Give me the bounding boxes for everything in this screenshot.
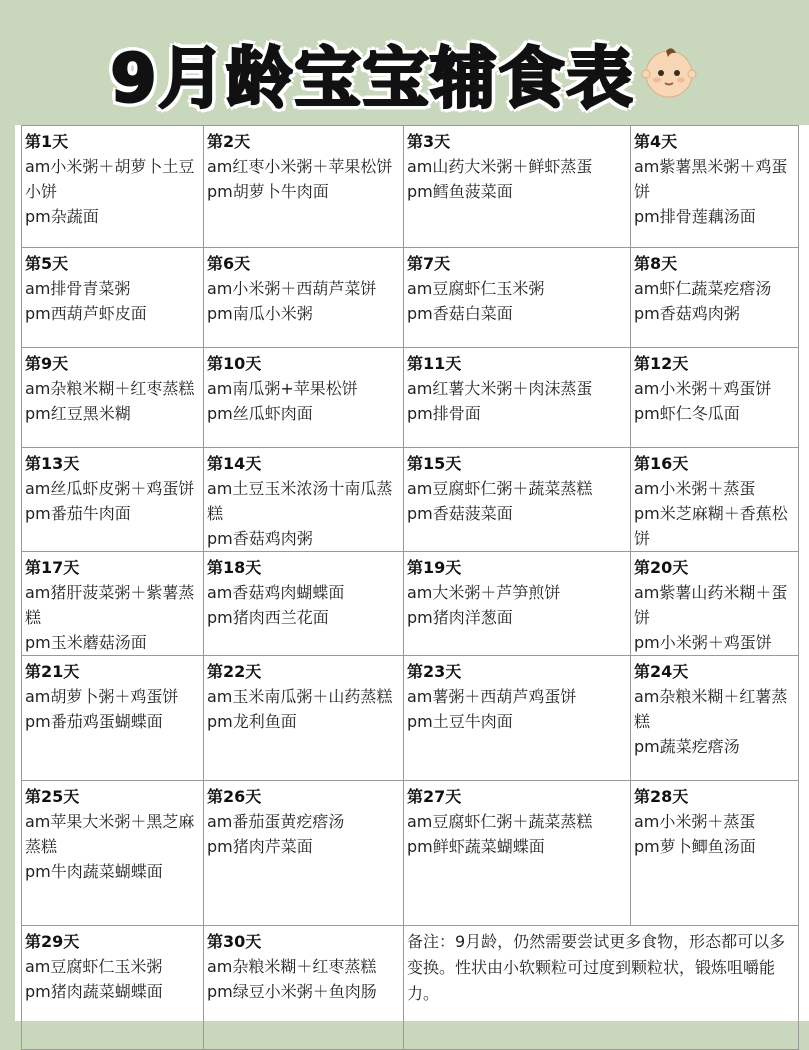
day-cell [204, 348, 404, 448]
day-label: 第22天 [207, 662, 262, 681]
day-cell [404, 248, 631, 348]
day-label: 第26天 [207, 787, 262, 806]
am-meal: am大米粥＋芦笋煎饼 [407, 583, 561, 602]
pm-meal: pm南瓜小米粥 [207, 304, 313, 323]
am-meal: am豆腐虾仁玉米粥 [25, 957, 163, 976]
baby-face-icon [640, 43, 698, 101]
pm-meal: pm香菇菠菜面 [407, 504, 513, 523]
day-cell [204, 552, 404, 656]
am-meal: am小米粥＋西葫芦菜饼 [207, 279, 377, 298]
pm-meal: pm香菇鸡肉粥 [207, 529, 313, 548]
day-label: 第7天 [407, 254, 451, 273]
am-meal: am胡萝卜粥＋鸡蛋饼 [25, 687, 179, 706]
day-cell [631, 552, 799, 656]
pm-meal: pm猪肉西兰花面 [207, 608, 329, 627]
pm-meal: pm米芝麻糊＋香蕉松饼 [634, 504, 788, 548]
day-label: 第11天 [407, 354, 462, 373]
am-meal: am香菇鸡肉蝴蝶面 [207, 583, 345, 602]
day-cell [204, 926, 404, 1050]
day-label: 第29天 [25, 932, 80, 951]
page-title: 9月龄宝宝辅食表 [110, 39, 635, 117]
day-label: 第16天 [634, 454, 689, 473]
day-cell [404, 448, 631, 552]
pm-meal: pm排骨莲藕汤面 [634, 207, 756, 226]
day-cell [631, 126, 799, 248]
day-cell [22, 448, 204, 552]
am-meal: am猪肝菠菜粥＋紫薯蒸糕 [25, 583, 195, 627]
am-meal: am苹果大米粥＋黑芝麻蒸糕 [25, 812, 195, 856]
day-label: 第3天 [407, 132, 451, 151]
day-cell [204, 781, 404, 926]
pm-meal: pm番茄牛肉面 [25, 504, 131, 523]
am-meal: am小米粥＋蒸蛋 [634, 812, 756, 831]
day-cell [204, 656, 404, 781]
am-meal: am丝瓜虾皮粥＋鸡蛋饼 [25, 479, 195, 498]
day-label: 第2天 [207, 132, 251, 151]
day-label: 第28天 [634, 787, 689, 806]
pm-meal: pm小米粥＋鸡蛋饼 [634, 633, 772, 652]
am-meal: am玉米南瓜粥＋山药蒸糕 [207, 687, 393, 706]
am-meal: am杂粮米糊＋红枣蒸糕 [25, 379, 195, 398]
note-text: 备注：9月龄，仍然需要尝试更多食物，形态都可以多变换。性状由小软颗粒可过度到颗粒状，锻炼咀嚼能力。 [407, 932, 786, 1003]
day-label: 第15天 [407, 454, 462, 473]
day-cell [204, 448, 404, 552]
day-label: 第6天 [207, 254, 251, 273]
day-label: 第9天 [25, 354, 69, 373]
am-meal: am豆腐虾仁粥＋蔬菜蒸糕 [407, 812, 593, 831]
day-label: 第20天 [634, 558, 689, 577]
table-row [22, 926, 799, 1050]
pm-meal: pm丝瓜虾肉面 [207, 404, 313, 423]
pm-meal: pm胡萝卜牛肉面 [207, 182, 329, 201]
table-row [22, 552, 799, 656]
day-label: 第8天 [634, 254, 678, 273]
day-cell [631, 656, 799, 781]
am-meal: am虾仁蔬菜疙瘩汤 [634, 279, 772, 298]
pm-meal: pm蔬菜疙瘩汤 [634, 737, 740, 756]
am-meal: am紫薯山药米糊＋蛋饼 [634, 583, 788, 627]
am-meal: am豆腐虾仁玉米粥 [407, 279, 545, 298]
am-meal: am紫薯黑米粥＋鸡蛋饼 [634, 157, 788, 201]
day-label: 第17天 [25, 558, 80, 577]
day-cell [631, 248, 799, 348]
pm-meal: pm猪肉芹菜面 [207, 837, 313, 856]
pm-meal: pm玉米蘑菇汤面 [25, 633, 147, 652]
pm-meal: pm虾仁冬瓜面 [634, 404, 740, 423]
title-bar [0, 22, 809, 122]
table-row [22, 656, 799, 781]
pm-meal: pm排骨面 [407, 404, 481, 423]
table-row [22, 126, 799, 248]
am-meal: am南瓜粥+苹果松饼 [207, 379, 358, 398]
pm-meal: pm杂蔬面 [25, 207, 99, 226]
table-row [22, 448, 799, 552]
table-row [22, 781, 799, 926]
pm-meal: pm香菇白菜面 [407, 304, 513, 323]
am-meal: am小米粥＋胡萝卜土豆小饼 [25, 157, 195, 201]
day-cell [631, 448, 799, 552]
day-cell [404, 348, 631, 448]
pm-meal: pm西葫芦虾皮面 [25, 304, 147, 323]
day-cell [22, 126, 204, 248]
day-label: 第10天 [207, 354, 262, 373]
day-cell [22, 552, 204, 656]
pm-meal: pm龙利鱼面 [207, 712, 297, 731]
am-meal: am豆腐虾仁粥＋蔬菜蒸糕 [407, 479, 593, 498]
day-label: 第23天 [407, 662, 462, 681]
day-cell [22, 656, 204, 781]
day-label: 第30天 [207, 932, 262, 951]
am-meal: am排骨青菜粥 [25, 279, 131, 298]
day-label: 第1天 [25, 132, 69, 151]
day-label: 第5天 [25, 254, 69, 273]
pm-meal: pm土豆牛肉面 [407, 712, 513, 731]
pm-meal: pm猪肉洋葱面 [407, 608, 513, 627]
day-cell [22, 348, 204, 448]
pm-meal: pm绿豆小米粥＋鱼肉肠 [207, 982, 377, 1001]
day-cell [204, 126, 404, 248]
day-label: 第13天 [25, 454, 80, 473]
am-meal: am红薯大米粥＋肉沫蒸蛋 [407, 379, 593, 398]
am-meal: am薯粥＋西葫芦鸡蛋饼 [407, 687, 577, 706]
am-meal: am红枣小米粥＋苹果松饼 [207, 157, 393, 176]
am-meal: am杂粮米糊＋红薯蒸糕 [634, 687, 788, 731]
pm-meal: pm猪肉蔬菜蝴蝶面 [25, 982, 163, 1001]
day-label: 第27天 [407, 787, 462, 806]
day-cell [631, 348, 799, 448]
day-label: 第25天 [25, 787, 80, 806]
day-label: 第18天 [207, 558, 262, 577]
note-cell [404, 926, 799, 1050]
day-label: 第24天 [634, 662, 689, 681]
am-meal: am土豆玉米浓汤十南瓜蒸糕 [207, 479, 393, 523]
am-meal: am山药大米粥＋鲜虾蒸蛋 [407, 157, 593, 176]
meal-plan-sheet [15, 125, 809, 1021]
am-meal: am番茄蛋黄疙瘩汤 [207, 812, 345, 831]
pm-meal: pm番茄鸡蛋蝴蝶面 [25, 712, 163, 731]
day-cell [22, 781, 204, 926]
table-row [22, 248, 799, 348]
pm-meal: pm红豆黑米糊 [25, 404, 131, 423]
day-cell [404, 781, 631, 926]
table-row [22, 348, 799, 448]
pm-meal: pm鳕鱼菠菜面 [407, 182, 513, 201]
pm-meal: pm牛肉蔬菜蝴蝶面 [25, 862, 163, 881]
day-label: 第14天 [207, 454, 262, 473]
pm-meal: pm萝卜鲫鱼汤面 [634, 837, 756, 856]
day-cell [404, 126, 631, 248]
am-meal: am小米粥＋蒸蛋 [634, 479, 756, 498]
pm-meal: pm鲜虾蔬菜蝴蝶面 [407, 837, 545, 856]
day-label: 第19天 [407, 558, 462, 577]
am-meal: am小米粥＋鸡蛋饼 [634, 379, 772, 398]
day-label: 第21天 [25, 662, 80, 681]
day-cell [404, 656, 631, 781]
am-meal: am杂粮米糊＋红枣蒸糕 [207, 957, 377, 976]
day-cell [22, 248, 204, 348]
meal-plan-table [21, 125, 799, 1050]
pm-meal: pm香菇鸡肉粥 [634, 304, 740, 323]
day-label: 第12天 [634, 354, 689, 373]
day-cell [204, 248, 404, 348]
day-label: 第4天 [634, 132, 678, 151]
day-cell [631, 781, 799, 926]
day-cell [22, 926, 204, 1050]
day-cell [404, 552, 631, 656]
